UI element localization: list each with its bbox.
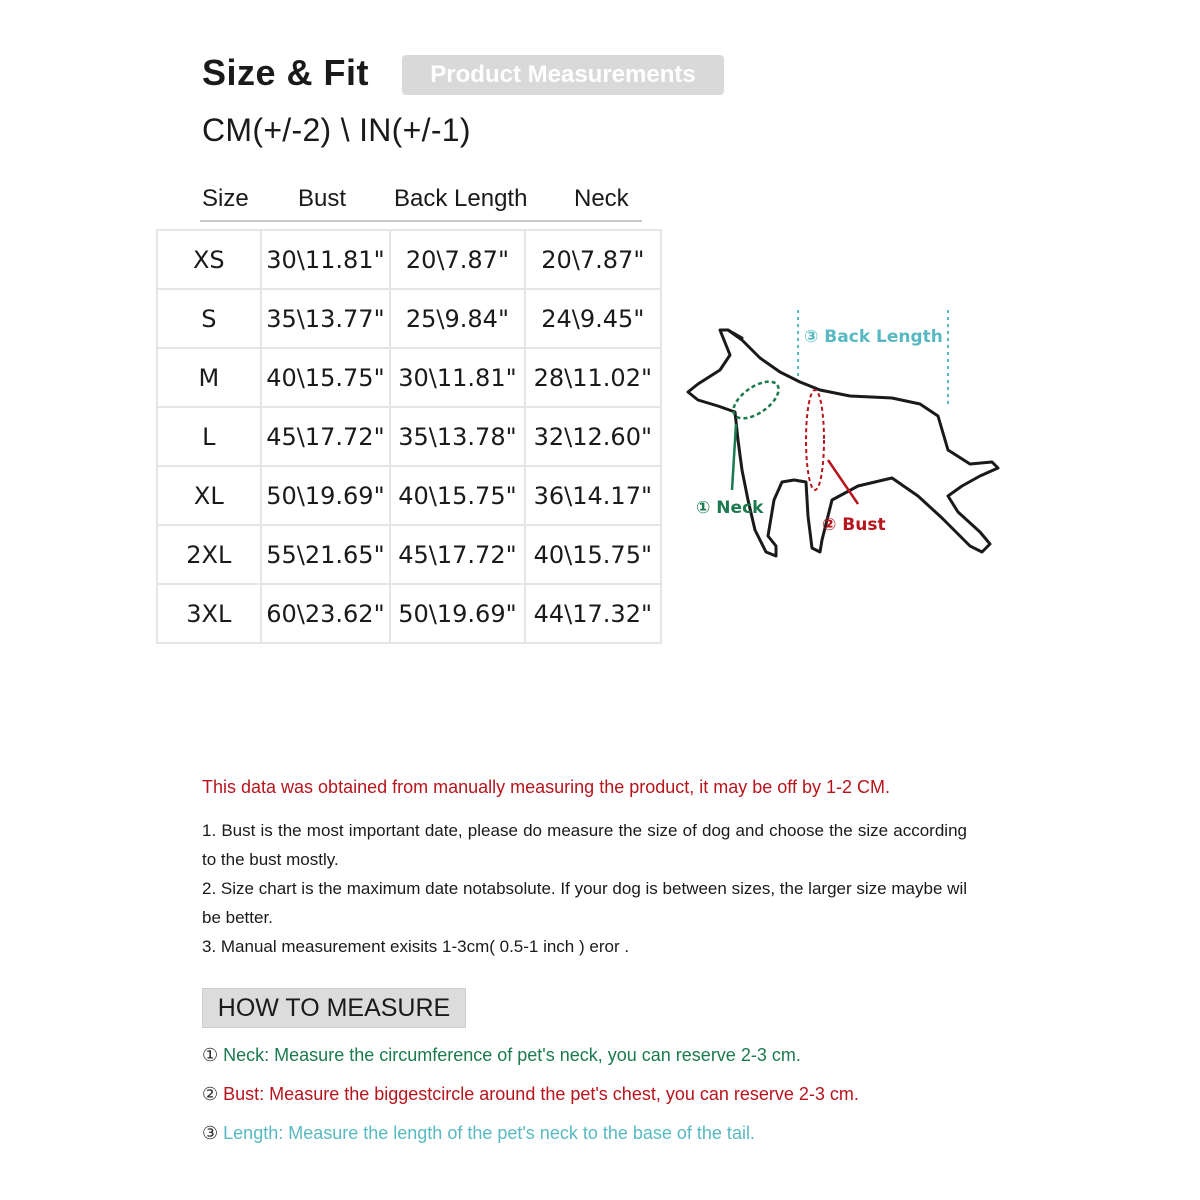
back-length-cell: 50\19.69" <box>390 584 524 643</box>
step-number: ③ <box>202 1123 219 1143</box>
bust-cell: 55\21.65" <box>261 525 391 584</box>
neck-label: ① Neck <box>696 498 764 518</box>
product-measurements-badge: Product Measurements <box>402 55 724 95</box>
size-table <box>156 229 662 644</box>
column-header-neck: Neck <box>574 185 629 212</box>
neck-cell: 36\14.17" <box>525 466 661 525</box>
table-row <box>157 525 661 584</box>
table-row <box>157 466 661 525</box>
units-subtitle: CM(+/-2) \ IN(+/-1) <box>202 112 471 148</box>
table-row <box>157 584 661 643</box>
neck-instruction <box>202 1045 801 1066</box>
table-row <box>157 289 661 348</box>
note-item: 1. Bust is the most important date, please do measure the size of dog and choose the size according to the bust mostly. <box>202 821 967 869</box>
instruction-text: Neck: Measure the circumference of pet's neck, you can reserve 2-3 cm. <box>223 1045 801 1065</box>
back-length-cell: 35\13.78" <box>390 407 524 466</box>
length-instruction <box>202 1123 755 1144</box>
back-length-cell: 45\17.72" <box>390 525 524 584</box>
size-cell: L <box>157 407 261 466</box>
measurement-disclaimer: This data was obtained from manually measuring the product, it may be off by 1-2 CM. <box>202 777 890 797</box>
column-header-size: Size <box>202 185 249 212</box>
bust-label: ② Bust <box>822 515 886 535</box>
bust-measure-ring <box>806 390 824 490</box>
size-cell: 2XL <box>157 525 261 584</box>
bust-cell: 60\23.62" <box>261 584 391 643</box>
instruction-text: Bust: Measure the biggestcircle around the pet's chest, you can reserve 2-3 cm. <box>223 1084 859 1104</box>
back-length-cell: 25\9.84" <box>390 289 524 348</box>
bust-pointer-line <box>828 460 858 504</box>
dog-measurement-diagram <box>680 300 1010 570</box>
bust-cell: 30\11.81" <box>261 230 391 289</box>
size-cell: M <box>157 348 261 407</box>
header-divider <box>200 220 642 222</box>
back-length-cell: 20\7.87" <box>390 230 524 289</box>
size-cell: XS <box>157 230 261 289</box>
neck-cell: 20\7.87" <box>525 230 661 289</box>
back-length-label: ③ Back Length <box>804 327 943 347</box>
bust-cell: 40\15.75" <box>261 348 391 407</box>
notes-list <box>202 816 967 961</box>
neck-cell: 32\12.60" <box>525 407 661 466</box>
table-row <box>157 348 661 407</box>
bust-instruction <box>202 1084 859 1105</box>
neck-cell: 40\15.75" <box>525 525 661 584</box>
bust-cell: 45\17.72" <box>261 407 391 466</box>
instruction-text: Length: Measure the length of the pet's neck to the base of the tail. <box>223 1123 755 1143</box>
table-row <box>157 407 661 466</box>
how-to-measure-heading: HOW TO MEASURE <box>202 988 466 1028</box>
size-cell: XL <box>157 466 261 525</box>
bust-cell: 35\13.77" <box>261 289 391 348</box>
neck-pointer-line <box>732 424 736 490</box>
bust-cell: 50\19.69" <box>261 466 391 525</box>
back-length-cell: 30\11.81" <box>390 348 524 407</box>
column-header-bust: Bust <box>298 185 347 212</box>
table-row <box>157 230 661 289</box>
note-item: 3. Manual measurement exisits 1-3cm( 0.5-1 inch ) eror . <box>202 937 630 956</box>
page-title: Size & Fit <box>202 52 370 93</box>
neck-cell: 28\11.02" <box>525 348 661 407</box>
step-number: ① <box>202 1045 219 1065</box>
size-cell: 3XL <box>157 584 261 643</box>
neck-cell: 24\9.45" <box>525 289 661 348</box>
column-header-back-length: Back Length <box>394 185 528 212</box>
note-item: 2. Size chart is the maximum date notabsolute. If your dog is between sizes, the larger size maybe wil be better. <box>202 879 967 927</box>
size-cell: S <box>157 289 261 348</box>
back-length-cell: 40\15.75" <box>390 466 524 525</box>
step-number: ② <box>202 1084 219 1104</box>
neck-cell: 44\17.32" <box>525 584 661 643</box>
